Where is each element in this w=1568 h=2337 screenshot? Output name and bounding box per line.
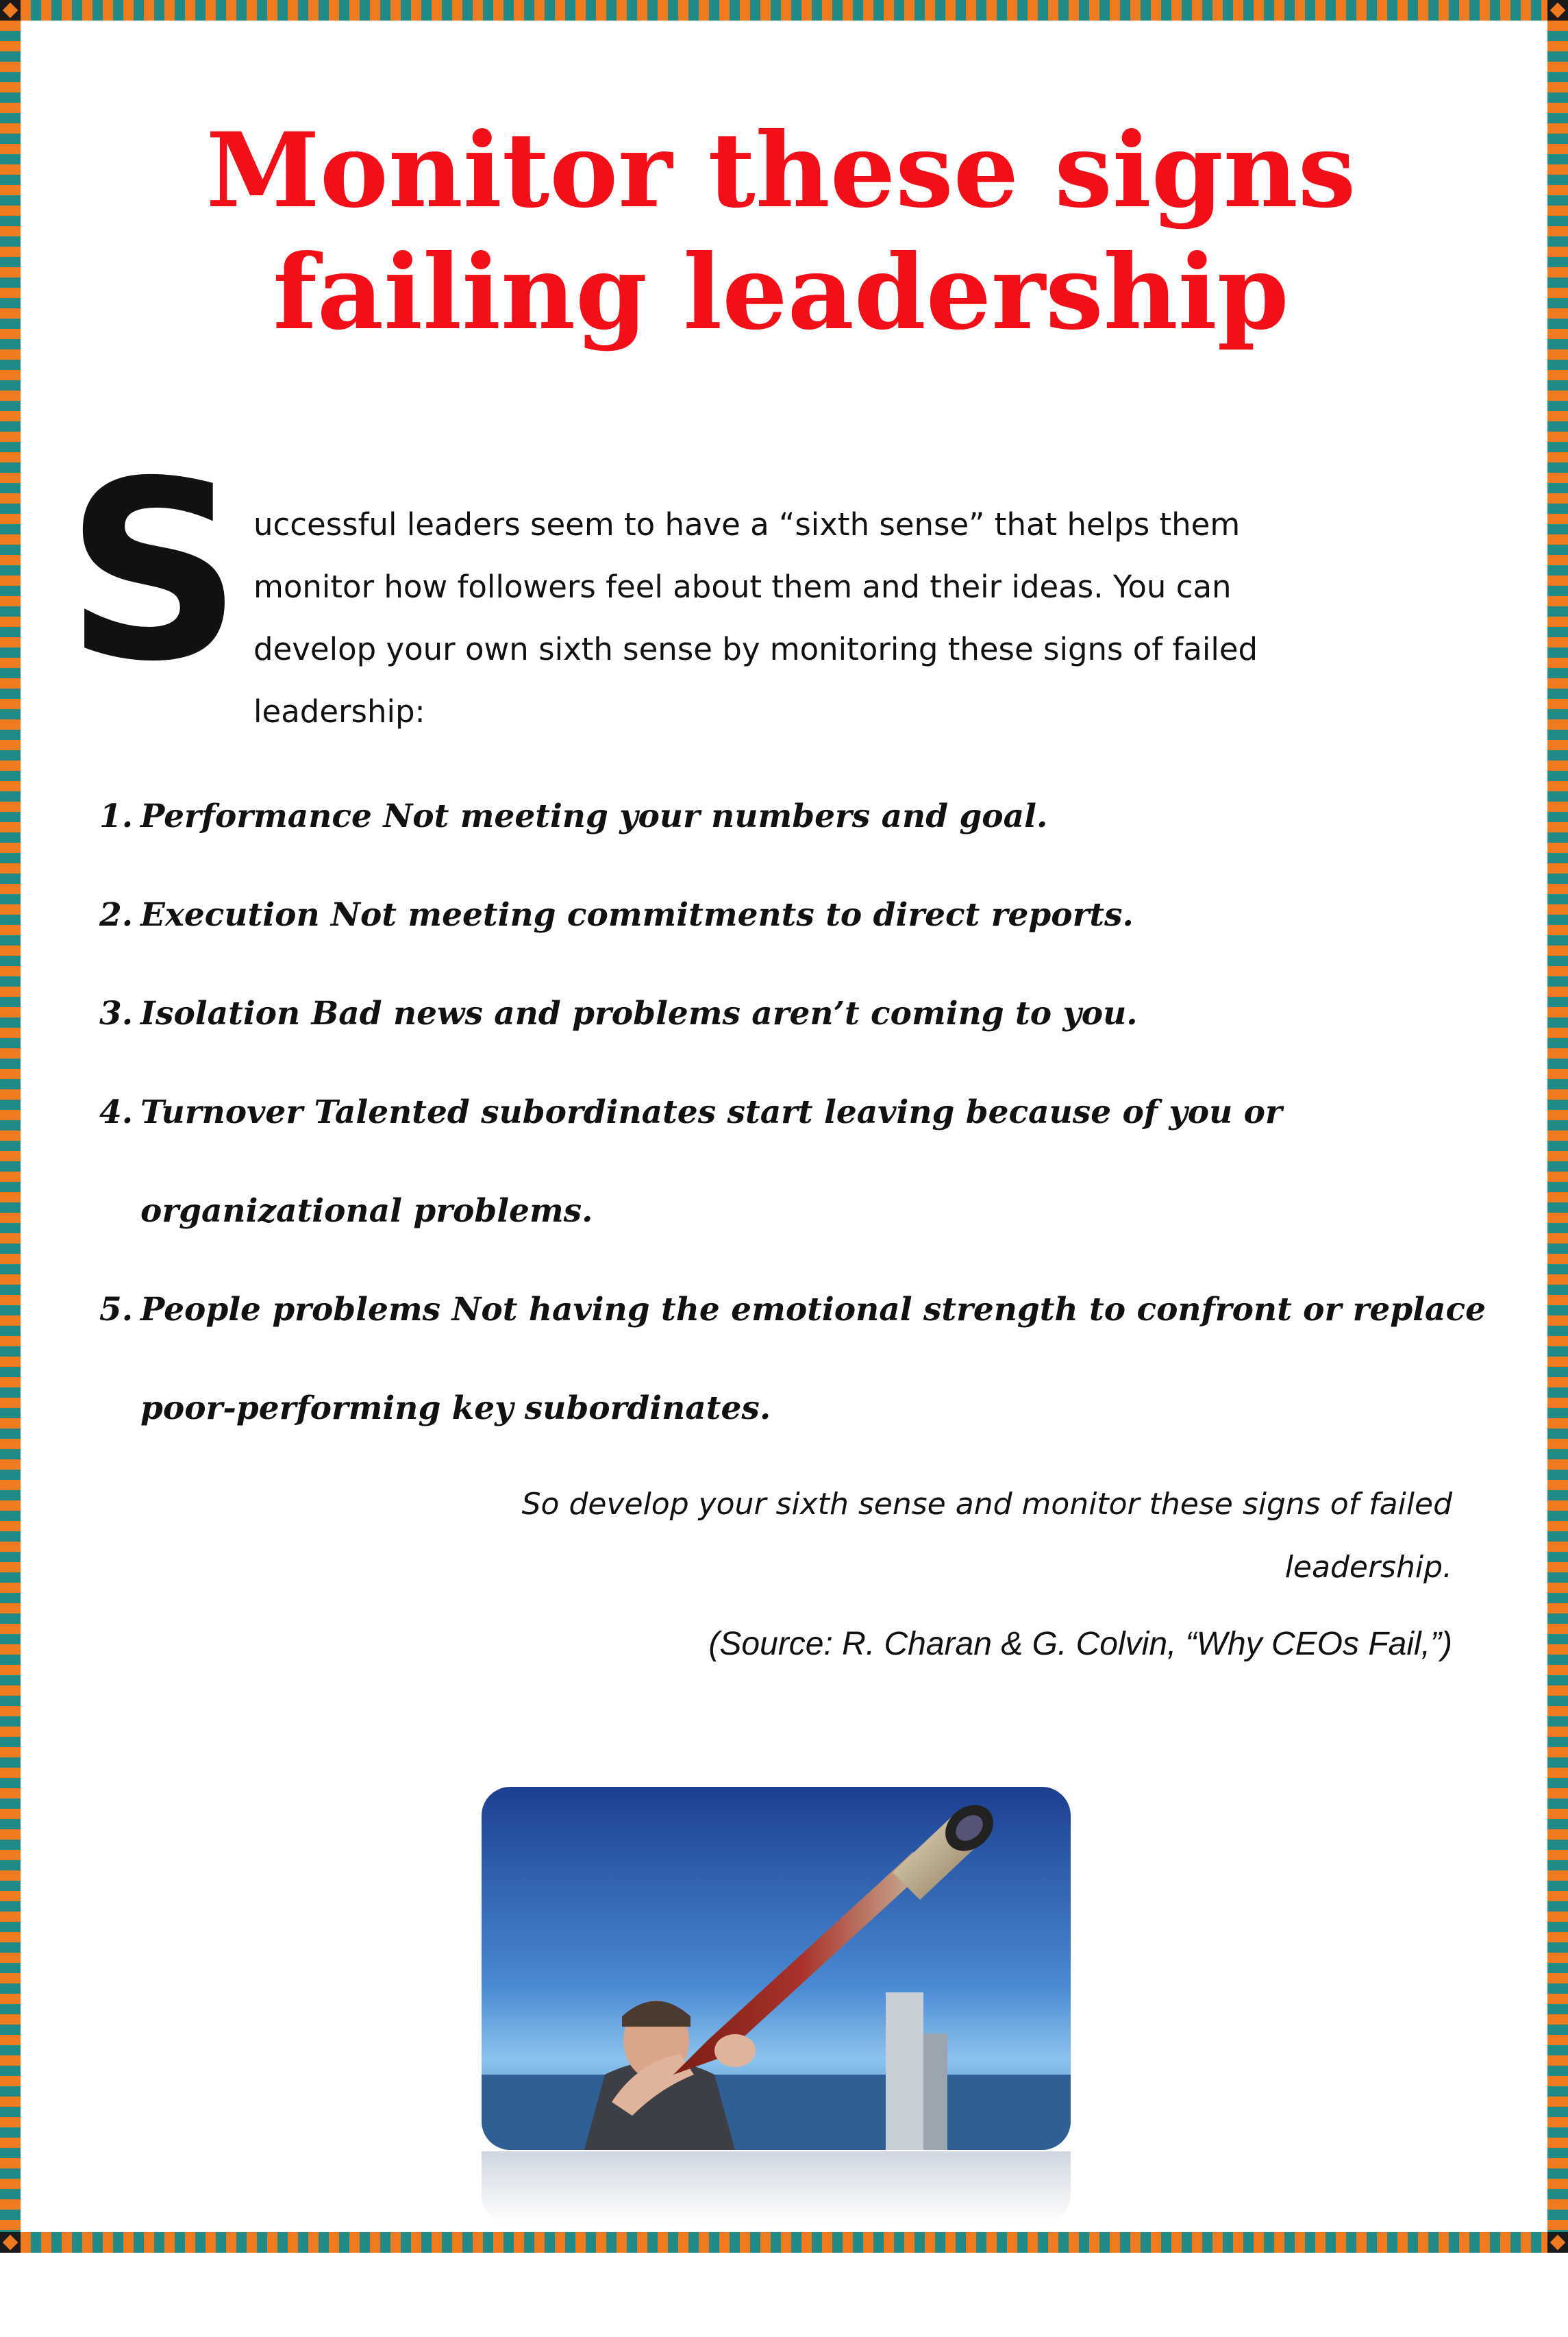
intro-line: monitor how followers feel about them and their ideas. You can (253, 569, 1232, 605)
list-line: poor-performing key subordinates. (140, 1389, 771, 1427)
intro-line: leadership: (253, 693, 425, 730)
list-number: 4. (99, 1093, 134, 1131)
telescope-photo (482, 1787, 1071, 2150)
drop-cap: S (65, 428, 243, 715)
list-text (140, 767, 1047, 866)
list-line: Turnover Talented subordinates start leaving because of you or (140, 1093, 1282, 1131)
title-line: Monitor these signs (206, 110, 1356, 231)
list-text (140, 866, 1134, 965)
intro-line: uccessful leaders seem to have a “sixth sense” that helps them (253, 506, 1241, 543)
list-item (99, 767, 1469, 866)
intro-paragraph (253, 493, 1445, 743)
list-number: 1. (99, 797, 134, 835)
decorative-border-left (0, 0, 21, 2253)
list-number: 3. (99, 995, 134, 1033)
closing-statement (274, 1473, 1452, 1599)
decorative-border-right (1547, 0, 1568, 2253)
list-text (140, 1063, 1282, 1261)
list-number: 5. (99, 1291, 134, 1328)
man-with-telescope-photo-icon (482, 1787, 1071, 2150)
decorative-border-bottom (0, 2232, 1568, 2253)
list-item (99, 1063, 1469, 1261)
list-line: Execution Not meeting commitments to direct reports. (140, 896, 1134, 934)
border-corner-icon (0, 2232, 21, 2253)
closing-line: leadership. (1284, 1550, 1452, 1585)
list-line: Performance Not meeting your numbers and goal. (140, 797, 1048, 835)
list-text (140, 1261, 1486, 1458)
list-line: People problems Not having the emotional strength to confront or replace (140, 1291, 1486, 1328)
list-item (99, 1261, 1486, 1458)
border-corner-icon (1547, 0, 1568, 21)
page-title (137, 110, 1425, 354)
intro-line: develop your own sixth sense by monitoring these signs of failed (253, 631, 1258, 667)
decorative-border-top (0, 0, 1568, 21)
list-number: 2. (99, 896, 134, 934)
list-text (140, 965, 1138, 1063)
list-item (99, 866, 1469, 965)
border-corner-icon (1547, 2232, 1568, 2253)
list-line: Isolation Bad news and problems aren’t coming to you. (140, 995, 1138, 1033)
border-corner-icon (0, 0, 21, 21)
source-citation: (Source: R. Charan & G. Colvin, “Why CEOs Fail,”) (708, 1626, 1452, 1662)
list-item (99, 965, 1469, 1063)
list-line: organizational problems. (140, 1192, 593, 1230)
title-line: failing leadership (273, 232, 1289, 353)
signs-list (99, 767, 1486, 1458)
closing-line: So develop your sixth sense and monitor these signs of failed (521, 1487, 1452, 1522)
photo-reflection (482, 2151, 1071, 2223)
